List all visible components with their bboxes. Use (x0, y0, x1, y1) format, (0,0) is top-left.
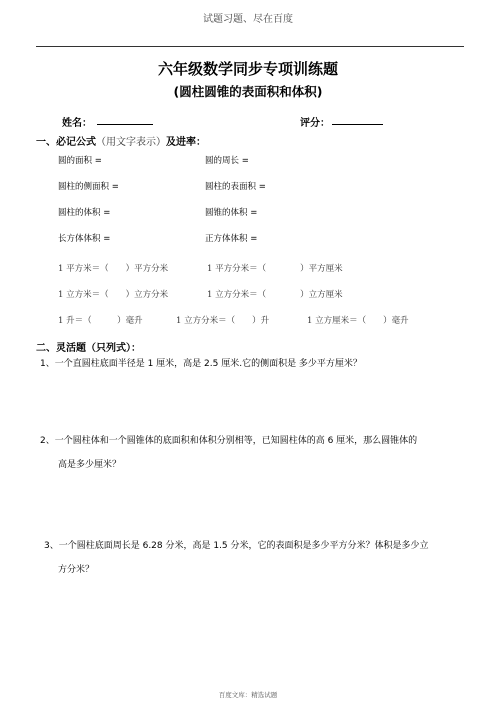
score-label: 评分： (300, 118, 330, 129)
page-subtitle: (圆柱圆锥的表面积和体积) (173, 84, 323, 99)
formula-cone-volume: 圆锥的体积 = (205, 208, 258, 218)
name-blank[interactable] (97, 124, 153, 125)
section-2-heading: 二、灵活题（只列式）： (36, 343, 141, 354)
formula-cuboid-volume: 长方体体积 = (58, 234, 111, 244)
question-1: 1、一个直圆柱底面半径是 1 厘米，高是 2.5 厘米.它的侧面积是 多少平方厘米？ (40, 359, 362, 369)
header-divider (36, 46, 464, 47)
formula-circle-circumference: 圆的周长 = (205, 156, 249, 166)
question-2-continued: 高是多少厘米？ (58, 460, 122, 470)
section-1-label: 一、必记公式 (36, 137, 96, 148)
unit-conversion-cubic-dm-liter: 1 立方分米＝（ ）升 (176, 316, 270, 326)
unit-conversion-sqdm: 1 平方分米＝（ ）平方厘米 (207, 264, 343, 274)
formula-cylinder-surface-area: 圆柱的表面积 = (205, 182, 266, 192)
page-header: 试题习题、尽在百度 (203, 14, 293, 25)
unit-conversion-liter: 1 升＝（ ）毫升 (58, 316, 143, 326)
section-1-note: （用文字表示） (96, 137, 166, 148)
unit-conversion-sqm: 1 平方米＝（ ）平方分米 (58, 264, 169, 274)
page-footer: 百度文库：精选试题 (218, 691, 278, 699)
unit-conversion-cubic-m: 1 立方米＝（ ）立方分米 (58, 290, 169, 300)
score-blank[interactable] (332, 124, 383, 125)
question-3: 3、一个圆柱底面周长是 6.28 分米，高是 1.5 分米，它的表面积是多少平方分米？体积是多少立 (44, 541, 429, 551)
section-1-suffix: 及进率： (166, 137, 206, 148)
formula-cube-volume: 正方体体积 = (205, 234, 258, 244)
formula-circle-area: 圆的面积 = (58, 156, 102, 166)
question-3-continued: 方分米？ (58, 565, 95, 575)
unit-conversion-cubic-dm: 1 立方分米＝（ ）立方厘米 (207, 290, 343, 300)
question-2: 2、一个圆柱体和一个圆锥体的底面积和体积分别相等，已知圆柱体的高 6 厘米，那么圆锥体的 (40, 436, 418, 446)
page-title: 六年级数学同步专项训练题 (157, 60, 338, 78)
unit-conversion-cubic-cm-ml: 1 立方厘米＝（ ）毫升 (307, 316, 409, 326)
section-1-heading (36, 133, 206, 148)
formula-cylinder-lateral-area: 圆柱的侧面积 = (58, 182, 119, 192)
name-label: 姓名： (62, 118, 92, 129)
formula-cylinder-volume: 圆柱的体积 = (58, 208, 111, 218)
